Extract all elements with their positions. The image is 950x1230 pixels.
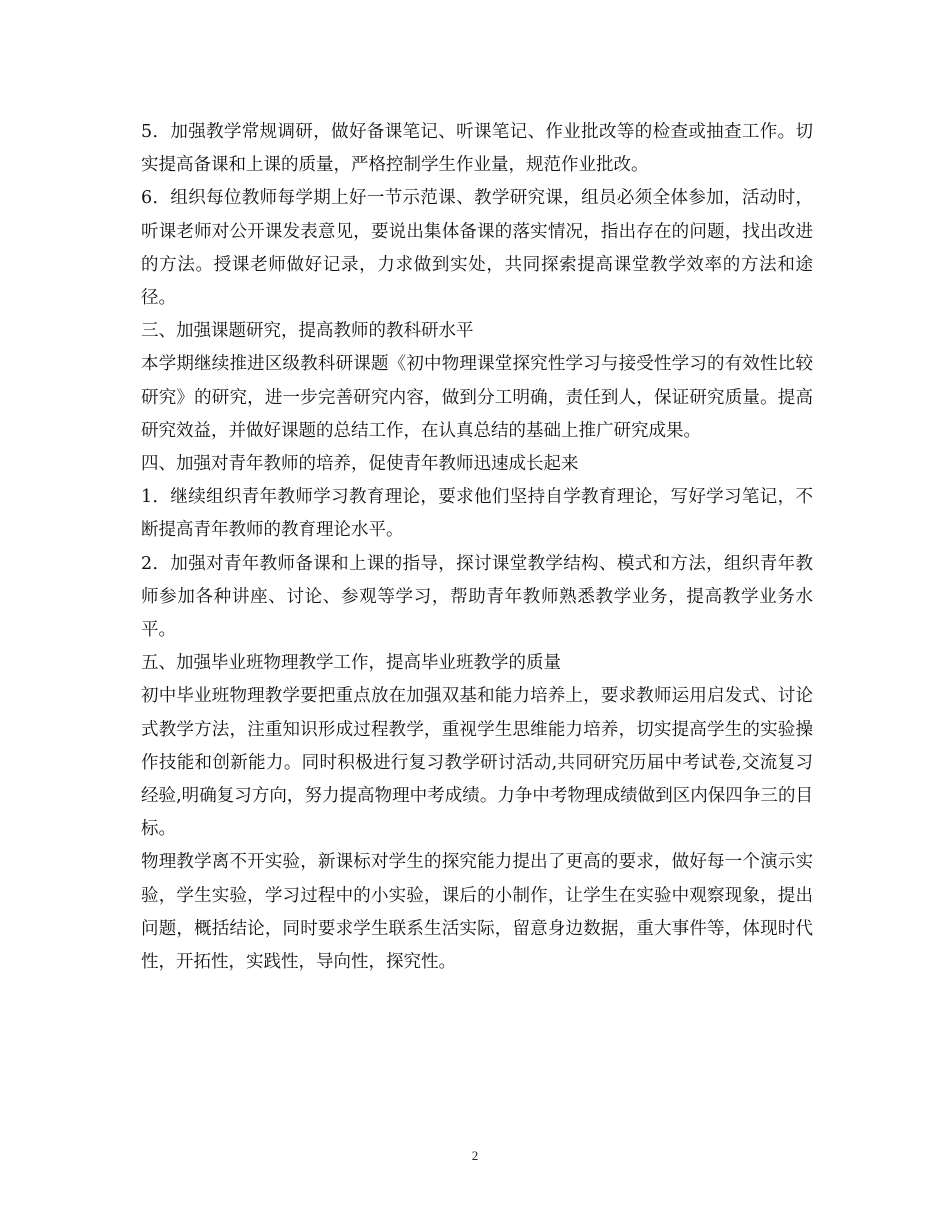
section-heading-3: 三、加强课题研究，提高教师的教科研水平 [141,321,474,342]
paragraph-item-2: 2．加强对青年教师备课和上课的指导，探讨课堂教学结构、模式和方法，组织青年教师参加各种讲座、讨论、参观等学习，帮助青年教师熟悉教学业务，提高教学业务水平。 [141,553,813,641]
paragraph-research-project: 本学期继续推进区级教科研课题《初中物理课堂探究性学习与接受性学习的有效性比较研究》的研究，进一步完善研究内容，做到分工明确，责任到人，保证研究质量。提高研究效益，并做好课题的总结工作，在认真总结的基础上推广研究成果。 [141,354,813,441]
paragraph-item-5: 5．加强教学常规调研，做好备课笔记、听课笔记、作业批改等的检查或抽查工作。切实提高备课和上课的质量，严格控制学生作业量，规范作业批改。 [141,122,813,176]
section-heading-4: 四、加强对青年教师的培养，促使青年教师迅速成长起来 [141,454,579,475]
document-body [141,116,813,979]
paragraph-experiments: 物理教学离不开实验，新课标对学生的探究能力提出了更高的要求，做好每一个演示实验，学生实验，学习过程中的小实验，课后的小制作，让学生在实验中观察现象，提出问题，概括结论，同时要求学生联系生活实际，留意身边数据，重大事件等，体现时代性，开拓性，实践性，导向性，探究性。 [141,852,813,973]
page-number: 2 [471,1148,479,1163]
paragraph-graduating-class: 初中毕业班物理教学要把重点放在加强双基和能力培养上，要求教师运用启发式、讨论式教学方法，注重知识形成过程教学，重视学生思维能力培养，切实提高学生的实验操作技能和创新能力。同时积极进行复习教学研讨活动,共同研究历届中考试卷,交流复习经验,明确复习方向，努力提高物理中考成绩。力争中考物理成绩做到区内保四争三的目标。 [141,686,813,840]
paragraph-item-6: 6．组织每位教师每学期上好一节示范课、教学研究课，组员必须全体参加，活动时，听课老师对公开课发表意见，要说出集体备课的落实情况，指出存在的问题，找出改进的方法。授课老师做好记录，力求做到实处，共同探索提高课堂教学效率的方法和途径。 [141,188,813,309]
paragraph-item-1: 1．继续组织青年教师学习教育理论，要求他们坚持自学教育理论，写好学习笔记，不断提高青年教师的教育理论水平。 [141,487,813,541]
section-heading-5: 五、加强毕业班物理教学工作，提高毕业班教学的质量 [141,653,561,674]
